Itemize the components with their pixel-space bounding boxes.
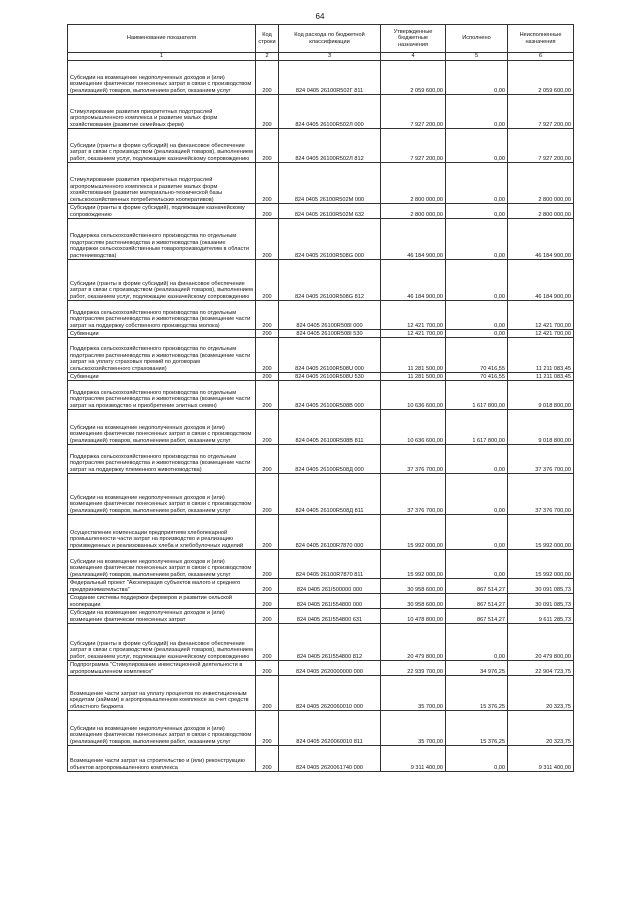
row-approved-amount: 20 479 800,00 (381, 624, 446, 661)
row-remaining-amount: 20 323,75 (508, 711, 574, 746)
row-indicator-name: Субсидии на возмещение недополученных доходов и (или) возмещение фактически понесенных затрат в связи с производством (реализацией) товаров, выполнением работ, оказанием услуг (68, 61, 256, 95)
row-executed-amount: 0,00 (446, 624, 508, 661)
header-remaining: Неисполненные назначения (508, 25, 574, 53)
row-approved-amount: 37 376 700,00 (381, 474, 446, 515)
row-remaining-amount: 20 479 800,00 (508, 624, 574, 661)
row-remaining-amount: 9 018 800,00 (508, 410, 574, 445)
row-executed-amount: 15 376,25 (446, 711, 508, 746)
row-approved-amount: 10 478 800,00 (381, 609, 446, 624)
row-indicator-name: Субвенции (68, 373, 256, 381)
row-line-code: 200 (256, 624, 279, 661)
row-approved-amount: 46 184 900,00 (381, 219, 446, 260)
table-row (68, 129, 574, 163)
row-executed-amount: 70 416,55 (446, 373, 508, 381)
row-approved-amount: 30 958 600,00 (381, 594, 446, 609)
column-index: 4 (381, 53, 446, 61)
header-budget-code: Код расхода по бюджетной классификации (279, 25, 381, 53)
row-executed-amount: 0,00 (446, 129, 508, 163)
header-line-code: Код строки (256, 25, 279, 53)
row-remaining-amount: 15 992 000,00 (508, 515, 574, 550)
row-indicator-name: Создание системы поддержки фермеров и развитие сельской кооперации (68, 594, 256, 609)
row-line-code: 200 (256, 330, 279, 338)
row-line-code: 200 (256, 474, 279, 515)
row-executed-amount: 34 976,25 (446, 661, 508, 676)
row-executed-amount: 0,00 (446, 301, 508, 330)
row-indicator-name: Поддержка сельскохозяйственного производства по отдельным подотраслям растениеводства и животноводства (возмещение части затрат на производство и приобретение элитных семян) (68, 381, 256, 410)
row-remaining-amount: 7 927 200,00 (508, 95, 574, 129)
row-approved-amount: 7 927 200,00 (381, 129, 446, 163)
row-indicator-name: Осуществление компенсации предприятиям хлебопекарной промышленности части затрат на производство и реализацию произведенных и реализованных хлеба и хлебобулочных изделий (68, 515, 256, 550)
column-index: 5 (446, 53, 508, 61)
row-indicator-name: Субсидии (гранты в форме субсидий) на финансовое обеспечение затрат в связи с производством (реализацией товаров), выполнением работ, оказанием услуг, подлежащие казначейскому сопровождению (68, 260, 256, 301)
row-remaining-amount: 9 311 400,00 (508, 746, 574, 772)
row-approved-amount: 15 992 000,00 (381, 515, 446, 550)
row-budget-code: 824 0405 26100R7870 811 (279, 550, 381, 579)
row-executed-amount: 0,00 (446, 163, 508, 204)
row-executed-amount: 0,00 (446, 260, 508, 301)
row-indicator-name: Стимулирование развития приоритетных подотраслей агропромышленного комплекса и развитие малых форм хозяйствования (развитие семейных ферм) (68, 95, 256, 129)
table-row (68, 676, 574, 711)
row-budget-code: 824 0405 2620000000 000 (279, 661, 381, 676)
row-budget-code: 824 0405 26100R502Л 000 (279, 95, 381, 129)
header-executed: Исполнено (446, 25, 508, 53)
table-body (68, 61, 574, 772)
row-budget-code: 824 0405 261I500000 000 (279, 579, 381, 594)
row-line-code: 200 (256, 163, 279, 204)
row-indicator-name: Поддержка сельскохозяйственного производства по отдельным подотраслям растениеводства и животноводства (возмещение части затрат на поддержку собственного производства молока) (68, 301, 256, 330)
table-row (68, 95, 574, 129)
row-line-code: 200 (256, 61, 279, 95)
row-line-code: 200 (256, 301, 279, 330)
row-line-code: 200 (256, 711, 279, 746)
table-row (68, 330, 574, 338)
row-approved-amount: 2 800 000,00 (381, 163, 446, 204)
row-line-code: 200 (256, 676, 279, 711)
row-remaining-amount: 2 800 000,00 (508, 163, 574, 204)
row-executed-amount: 0,00 (446, 219, 508, 260)
row-executed-amount: 1 617 800,00 (446, 410, 508, 445)
row-executed-amount: 867 514,27 (446, 579, 508, 594)
row-approved-amount: 35 700,00 (381, 711, 446, 746)
table-row (68, 338, 574, 373)
header-approved: Утвержденные бюджетные назначения (381, 25, 446, 53)
row-budget-code: 824 0405 26100R7870 000 (279, 515, 381, 550)
row-approved-amount: 2 059 600,00 (381, 61, 446, 95)
row-line-code: 200 (256, 338, 279, 373)
row-remaining-amount: 30 091 085,73 (508, 594, 574, 609)
row-executed-amount: 0,00 (446, 95, 508, 129)
row-line-code: 200 (256, 550, 279, 579)
row-indicator-name: Поддержка сельскохозяйственного производства по отдельным подотраслям растениеводства и животноводства (возмещение части затрат на уплату страховых премий по договорам сельскохозяйственного страхования) (68, 338, 256, 373)
row-line-code: 200 (256, 373, 279, 381)
row-approved-amount: 10 636 600,00 (381, 381, 446, 410)
row-budget-code: 824 0405 26100R508I 530 (279, 330, 381, 338)
row-budget-code: 824 0405 26100R508В 000 (279, 381, 381, 410)
row-indicator-name: Федеральный проект "Акселерация субъектов малого и среднего предпринимательства" (68, 579, 256, 594)
column-index: 2 (256, 53, 279, 61)
header-indicator-name: Наименование показателя (68, 25, 256, 53)
table-row (68, 515, 574, 550)
row-executed-amount: 0,00 (446, 61, 508, 95)
row-approved-amount: 30 958 600,00 (381, 579, 446, 594)
table-row (68, 624, 574, 661)
row-line-code: 200 (256, 609, 279, 624)
row-indicator-name: Субсидии на возмещение недополученных доходов и (или) возмещение фактически понесенных затрат в связи с производством (реализацией) товаров, выполнением работ, оказанием услуг (68, 550, 256, 579)
column-index: 1 (68, 53, 256, 61)
row-approved-amount: 9 311 400,00 (381, 746, 446, 772)
row-approved-amount: 22 939 700,00 (381, 661, 446, 676)
row-line-code: 200 (256, 219, 279, 260)
row-line-code: 200 (256, 95, 279, 129)
row-remaining-amount: 37 376 700,00 (508, 474, 574, 515)
row-budget-code: 824 0405 26100R508U 530 (279, 373, 381, 381)
row-indicator-name: Субсидии (гранты в форме субсидий), подлежащие казначейскому сопровождению (68, 204, 256, 219)
row-budget-code: 824 0405 26100R502Л 812 (279, 129, 381, 163)
row-indicator-name: Стимулирование развития приоритетных подотраслей агропромышленного комплекса и развитие малых форм хозяйствования (развитие материально-технической базы сельскохозяйственных потребительских кооперативов) (68, 163, 256, 204)
row-remaining-amount: 37 376 700,00 (508, 445, 574, 474)
row-executed-amount: 0,00 (446, 204, 508, 219)
row-line-code: 200 (256, 204, 279, 219)
row-remaining-amount: 20 323,75 (508, 676, 574, 711)
table-row (68, 61, 574, 95)
table-row (68, 163, 574, 204)
row-line-code: 200 (256, 445, 279, 474)
row-approved-amount: 12 421 700,00 (381, 330, 446, 338)
row-executed-amount: 0,00 (446, 550, 508, 579)
row-executed-amount: 867 514,27 (446, 609, 508, 624)
table-row (68, 609, 574, 624)
row-budget-code: 824 0405 26100R508Д 811 (279, 474, 381, 515)
table-row (68, 410, 574, 445)
row-indicator-name: Возмещение части затрат на уплату процентов по инвестиционным кредитам (займам) в агропромышленном комплексе за счет средств областного бюджета (68, 676, 256, 711)
table-row (68, 219, 574, 260)
table-row (68, 474, 574, 515)
row-remaining-amount: 22 904 723,75 (508, 661, 574, 676)
page-number: 64 (315, 12, 325, 21)
table-row (68, 260, 574, 301)
row-line-code: 200 (256, 410, 279, 445)
table-row (68, 746, 574, 772)
row-remaining-amount: 9 611 285,73 (508, 609, 574, 624)
row-indicator-name: Подпрограмма "Стимулирование инвестиционной деятельности в агропромышленном комплексе" (68, 661, 256, 676)
row-approved-amount: 35 700,00 (381, 676, 446, 711)
row-budget-code: 824 0405 26100R502Г 811 (279, 61, 381, 95)
row-budget-code: 824 0405 26100R508G 000 (279, 219, 381, 260)
row-remaining-amount: 11 211 083,45 (508, 373, 574, 381)
row-indicator-name: Субсидии на возмещение недополученных доходов и (или) возмещение фактически понесенных затрат в связи с производством (реализацией) товаров, выполнением работ, оказанием услуг (68, 474, 256, 515)
row-budget-code: 824 0405 26100R502М 632 (279, 204, 381, 219)
row-budget-code: 824 0405 261I554800 631 (279, 609, 381, 624)
row-indicator-name: Возмещение части затрат на строительство и (или) реконструкцию объектов агропромышленного комплекса (68, 746, 256, 772)
row-executed-amount: 1 617 800,00 (446, 381, 508, 410)
row-budget-code: 824 0405 26100R502М 000 (279, 163, 381, 204)
row-executed-amount: 15 376,25 (446, 676, 508, 711)
row-remaining-amount: 15 992 000,00 (508, 550, 574, 579)
row-indicator-name: Субсидии (гранты в форме субсидий) на финансовое обеспечение затрат в связи с производством (реализацией товаров), выполнением работ, оказанием услуг, подлежащие казначейскому сопровождению (68, 129, 256, 163)
row-budget-code: 824 0405 2620060010 811 (279, 711, 381, 746)
row-budget-code: 824 0405 26100R508Д 000 (279, 445, 381, 474)
row-line-code: 200 (256, 129, 279, 163)
table-row (68, 373, 574, 381)
row-budget-code: 824 0405 2620061740 000 (279, 746, 381, 772)
row-remaining-amount: 9 018 800,00 (508, 381, 574, 410)
column-index-row (68, 53, 574, 61)
table-row (68, 301, 574, 330)
table-row (68, 204, 574, 219)
row-line-code: 200 (256, 746, 279, 772)
row-line-code: 200 (256, 579, 279, 594)
row-budget-code: 824 0405 26100R508I 000 (279, 301, 381, 330)
row-remaining-amount: 12 421 700,00 (508, 330, 574, 338)
budget-execution-table (67, 24, 574, 772)
table-header-row (68, 25, 574, 53)
table-row (68, 550, 574, 579)
row-approved-amount: 46 184 900,00 (381, 260, 446, 301)
row-indicator-name: Поддержка сельскохозяйственного производства по отдельным подотраслям растениеводства и животноводства (возмещение части затрат на поддержку племенного животноводства) (68, 445, 256, 474)
row-budget-code: 824 0405 261I554800 812 (279, 624, 381, 661)
row-indicator-name: Субсидии на возмещение недополученных доходов и (или) возмещение фактически понесенных затрат в связи с производством (реализацией) товаров, выполнением работ, оказанием услуг (68, 410, 256, 445)
row-executed-amount: 0,00 (446, 746, 508, 772)
row-indicator-name: Субсидии на возмещение недополученных доходов и (или) возмещение фактически понесенных затрат в связи с производством (реализацией) товаров, выполнением работ, оказанием услуг (68, 711, 256, 746)
row-executed-amount: 0,00 (446, 445, 508, 474)
row-indicator-name: Субсидии (гранты в форме субсидий) на финансовое обеспечение затрат в связи с производством (реализацией товаров), выполнением работ, оказанием услуг, подлежащие казначейскому сопровождению (68, 624, 256, 661)
row-approved-amount: 10 636 600,00 (381, 410, 446, 445)
column-index: 6 (508, 53, 574, 61)
row-line-code: 200 (256, 260, 279, 301)
row-remaining-amount: 12 421 700,00 (508, 301, 574, 330)
table-row (68, 445, 574, 474)
row-budget-code: 824 0405 26100R508G 812 (279, 260, 381, 301)
row-executed-amount: 0,00 (446, 474, 508, 515)
table-row (68, 594, 574, 609)
row-approved-amount: 12 421 700,00 (381, 301, 446, 330)
table-row (68, 381, 574, 410)
row-remaining-amount: 46 184 900,00 (508, 219, 574, 260)
row-remaining-amount: 7 927 200,00 (508, 129, 574, 163)
row-approved-amount: 11 281 500,00 (381, 338, 446, 373)
row-remaining-amount: 30 091 085,73 (508, 579, 574, 594)
row-budget-code: 824 0405 261I554800 000 (279, 594, 381, 609)
row-budget-code: 824 0405 2620060010 000 (279, 676, 381, 711)
row-line-code: 200 (256, 661, 279, 676)
row-remaining-amount: 2 059 600,00 (508, 61, 574, 95)
row-line-code: 200 (256, 515, 279, 550)
table-row (68, 711, 574, 746)
row-line-code: 200 (256, 381, 279, 410)
column-index: 3 (279, 53, 381, 61)
row-approved-amount: 7 927 200,00 (381, 95, 446, 129)
row-remaining-amount: 2 800 000,00 (508, 204, 574, 219)
table-row (68, 579, 574, 594)
row-approved-amount: 37 376 700,00 (381, 445, 446, 474)
row-remaining-amount: 11 211 083,45 (508, 338, 574, 373)
row-approved-amount: 2 800 000,00 (381, 204, 446, 219)
row-budget-code: 824 0405 26100R508В 811 (279, 410, 381, 445)
row-approved-amount: 15 992 000,00 (381, 550, 446, 579)
row-executed-amount: 0,00 (446, 330, 508, 338)
row-indicator-name: Субсидии на возмещение недополученных доходов и (или) возмещение фактически понесенных затрат (68, 609, 256, 624)
row-line-code: 200 (256, 594, 279, 609)
row-indicator-name: Поддержка сельскохозяйственного производства по отдельным подотраслям растениеводства и животноводства (оказание поддержки сельскохозяйственным товаропроизводителям в области растениеводства) (68, 219, 256, 260)
row-indicator-name: Субвенции (68, 330, 256, 338)
row-approved-amount: 11 281 500,00 (381, 373, 446, 381)
table-row (68, 661, 574, 676)
row-budget-code: 824 0405 26100R508U 000 (279, 338, 381, 373)
row-executed-amount: 70 416,55 (446, 338, 508, 373)
row-executed-amount: 0,00 (446, 515, 508, 550)
row-executed-amount: 867 514,27 (446, 594, 508, 609)
row-remaining-amount: 46 184 900,00 (508, 260, 574, 301)
